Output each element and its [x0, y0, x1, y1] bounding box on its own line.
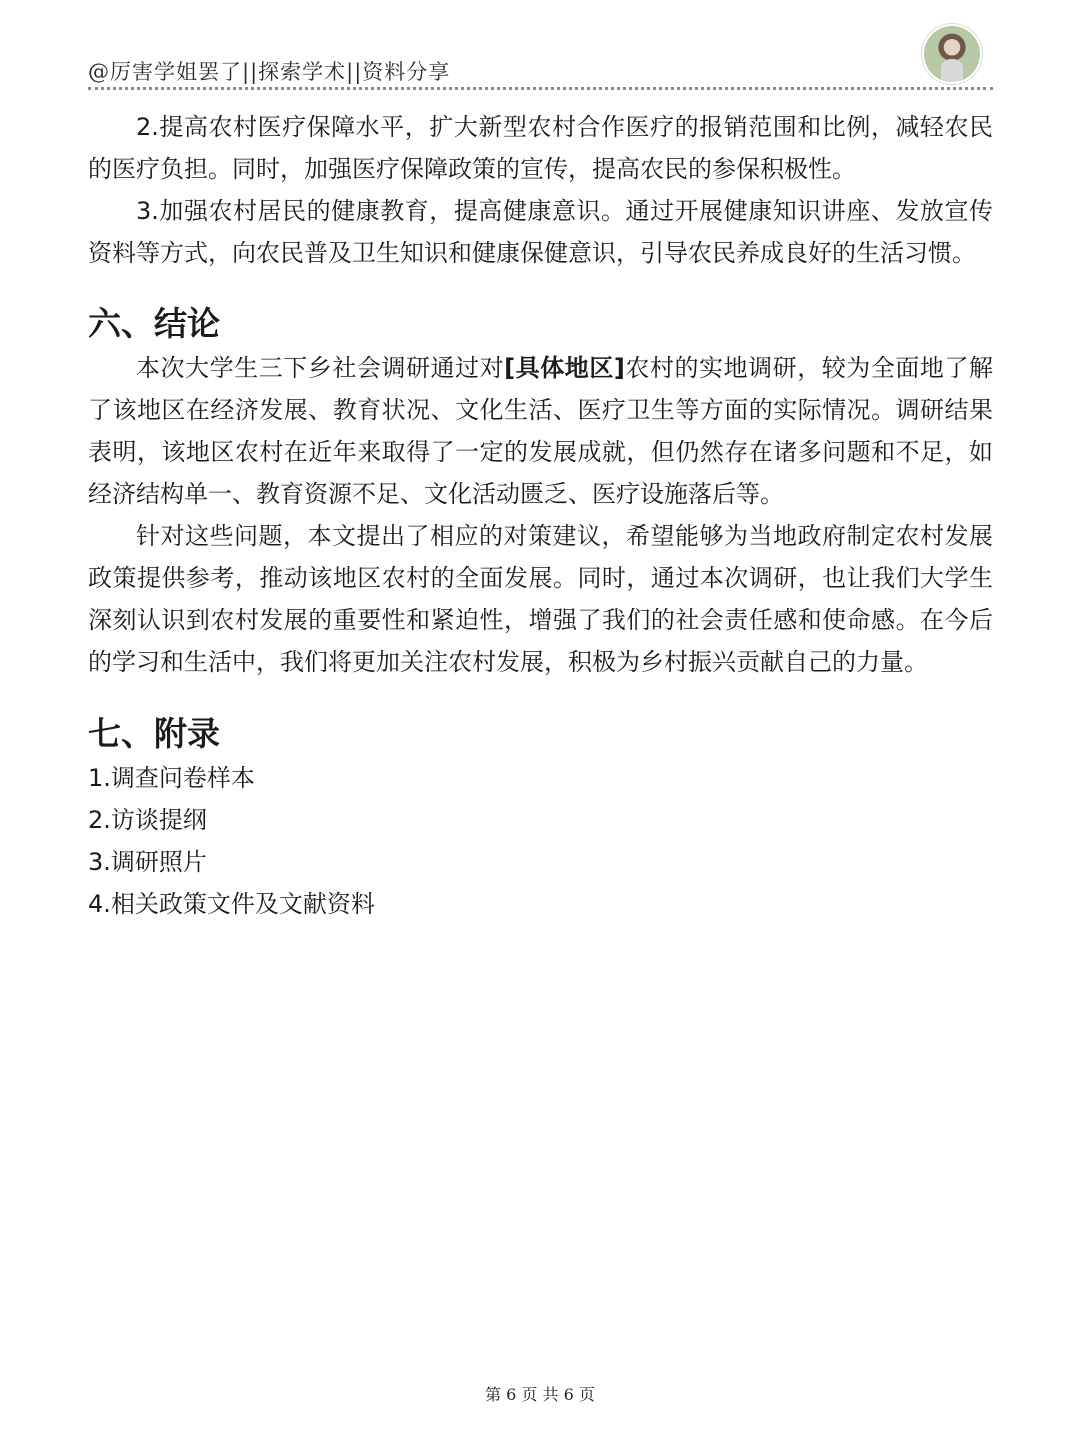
paragraph-medical-insurance: 2.提高农村医疗保障水平，扩大新型农村合作医疗的报销范围和比例，减轻农民的医疗负担。同时，加强医疗保障政策的宣传，提高农民的参保积极性。: [88, 113, 993, 183]
region-placeholder: [具体地区]: [504, 354, 625, 382]
conclusion-text-start: 本次大学生三下乡社会调研通过对: [136, 354, 505, 382]
avatar-icon: [922, 24, 982, 84]
document-body: [88, 106, 993, 925]
conclusion-paragraph-2: 针对这些问题，本文提出了相应的对策建议，希望能够为当地政府制定农村发展政策提供参考，推动该地区农村的全面发展。同时，通过本次调研，也让我们大学生深刻认识到农村发展的重要性和紧迫性，增强了我们的社会责任感和使命感。在今后的学习和生活中，我们将更加关注农村发展，积极为乡村振兴贡献自己的力量。: [88, 522, 993, 676]
section-heading-conclusion: 六、结论: [88, 304, 220, 343]
appendix-item: 3.调研照片: [88, 848, 207, 876]
appendix-item: 4.相关政策文件及文献资料: [88, 890, 375, 918]
appendix-item: 1.调查问卷样本: [88, 764, 255, 792]
appendix-item: 2.访谈提纲: [88, 806, 207, 834]
conclusion-text-end: 农村的实地调研，较为全面地了解了该地区在经济发展、教育状况、文化生活、医疗卫生等方面的实际情况。调研结果表明，该地区农村在近年来取得了一定的发展成就，但仍然存在诸多问题和不足，如经济结构单一、教育资源不足、文化活动匮乏、医疗设施落后等。: [88, 354, 994, 508]
page-header: [88, 50, 993, 90]
paragraph-health-education: 3.加强农村居民的健康教育，提高健康意识。通过开展健康知识讲座、发放宣传资料等方式，向农民普及卫生知识和健康保健意识，引导农民养成良好的生活习惯。: [88, 197, 993, 267]
header-title: @厉害学姐罢了||探索学术||资料分享: [88, 60, 451, 84]
header-dotted-divider: [88, 87, 993, 90]
section-heading-appendix: 七、附录: [88, 714, 220, 753]
conclusion-paragraph-1: [88, 347, 993, 515]
page-number: 第 6 页 共 6 页: [485, 1385, 595, 1404]
